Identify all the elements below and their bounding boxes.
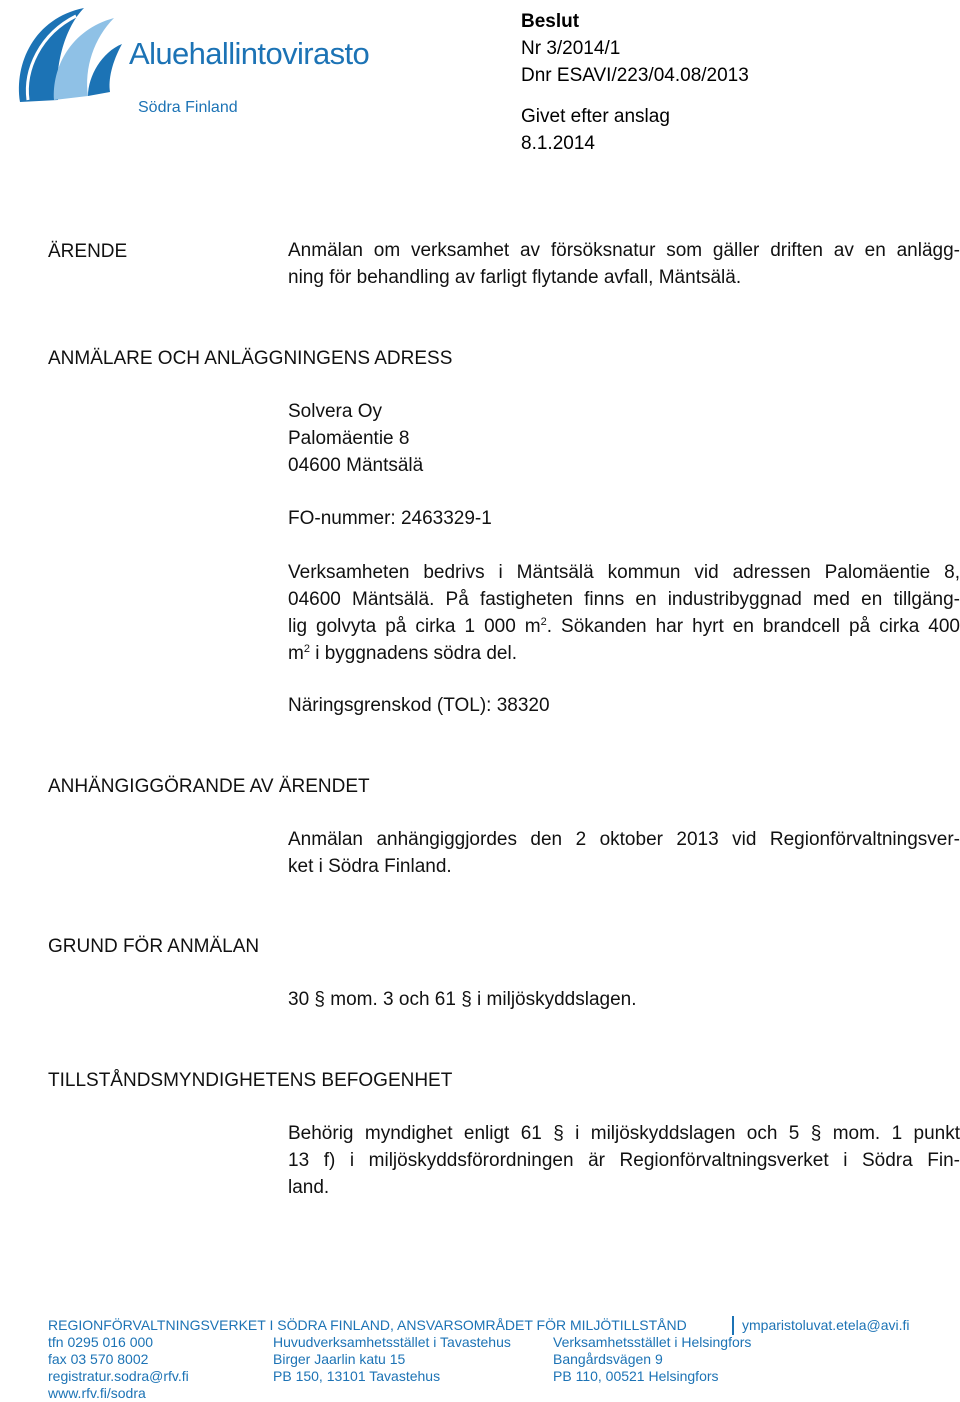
agency-logo-icon: [14, 4, 124, 110]
decision-number: Nr 3/2014/1: [521, 38, 621, 59]
footer-registry-email[interactable]: registratur.sodra@rfv.fi: [48, 1368, 189, 1384]
footer-title: REGIONFÖRVALTNINGSVERKET I SÖDRA FINLAND, ANSVARSOMRÅDET FÖR MILJÖTILLSTÅND: [48, 1317, 687, 1333]
company-name: Solvera Oy: [288, 401, 382, 422]
agency-region: Södra Finland: [138, 99, 238, 116]
postal-address: 04600 Mäntsälä: [288, 454, 424, 476]
street-address: Palomäentie 8: [288, 427, 410, 449]
pending-text: Anmälan anhängiggjordes den 2 oktober 2013 vid Regionförvaltningsver- ket i Södra Finland.: [288, 829, 960, 877]
industry-code: Näringsgrenskod (TOL): 38320: [288, 695, 550, 716]
footer-main-office: Huvudverksamhetsstället i Tavastehus Birger Jaarlin katu 15 PB 150, 13101 Tavastehus: [273, 1334, 511, 1384]
footer-separator: [732, 1316, 734, 1335]
arende-text: Anmälan om verksamhet av försöksnatur som gäller driften av en anlägg- ning för behandling av farligt flytande avfall, Mäntsälä.: [288, 240, 960, 288]
footer-website-link[interactable]: www.rfv.fi/sodra: [48, 1385, 146, 1401]
pending-heading: ANHÄNGIGGÖRANDE AV ÄRENDET: [48, 776, 370, 797]
record-number: Dnr ESAVI/223/04.08/2013: [521, 65, 749, 86]
footer-helsinki-office: Verksamhetsstället i Helsingfors Bangårdsvägen 9 PB 110, 00521 Helsingfors: [553, 1334, 752, 1384]
footer-email[interactable]: ymparistoluvat.etela@avi.fi: [742, 1317, 910, 1333]
authority-text: Behörig myndighet enligt 61 § i miljöskyddslagen och 5 § mom. 1 punkt 13 f) i miljöskyddsförordningen är Regionförvaltningsverket i Södra Fin- land.: [288, 1123, 960, 1198]
given-label: Givet efter anslag: [521, 106, 670, 127]
applicant-address: [288, 399, 960, 480]
business-id: FO-nummer: 2463329-1: [288, 508, 492, 529]
agency-name-logo: Aluehallintovirasto: [129, 36, 370, 71]
footer-contact: [48, 1334, 189, 1402]
footer-phone: tfn 0295 016 000: [48, 1334, 154, 1350]
authority-heading: TILLSTÅNDSMYNDIGHETENS BEFOGENHET: [48, 1070, 453, 1091]
address-heading: ANMÄLARE OCH ANLÄGGNINGENS ADRESS: [48, 348, 453, 369]
grounds-heading: GRUND FÖR ANMÄLAN: [48, 936, 260, 957]
decision-title: Beslut: [521, 11, 580, 32]
footer-fax: fax 03 570 8002: [48, 1351, 149, 1367]
arende-label: ÄRENDE: [48, 241, 128, 262]
operation-description: Verksamheten bedrivs i Mäntsälä kommun vid adressen Palomäentie 8, 04600 Mäntsälä. På fastigheten finns en industribyggnad med en tillgäng- lig golvyta på cirka 1 000 $m^2$. Sökanden har hyrt en brandcell på cirka 400 $m^2$ i byggnadens södra del.: [288, 562, 960, 664]
given-date: 8.1.2014: [521, 133, 595, 154]
grounds-text: 30 § mom. 3 och 61 § i miljöskyddslagen.: [288, 989, 637, 1010]
